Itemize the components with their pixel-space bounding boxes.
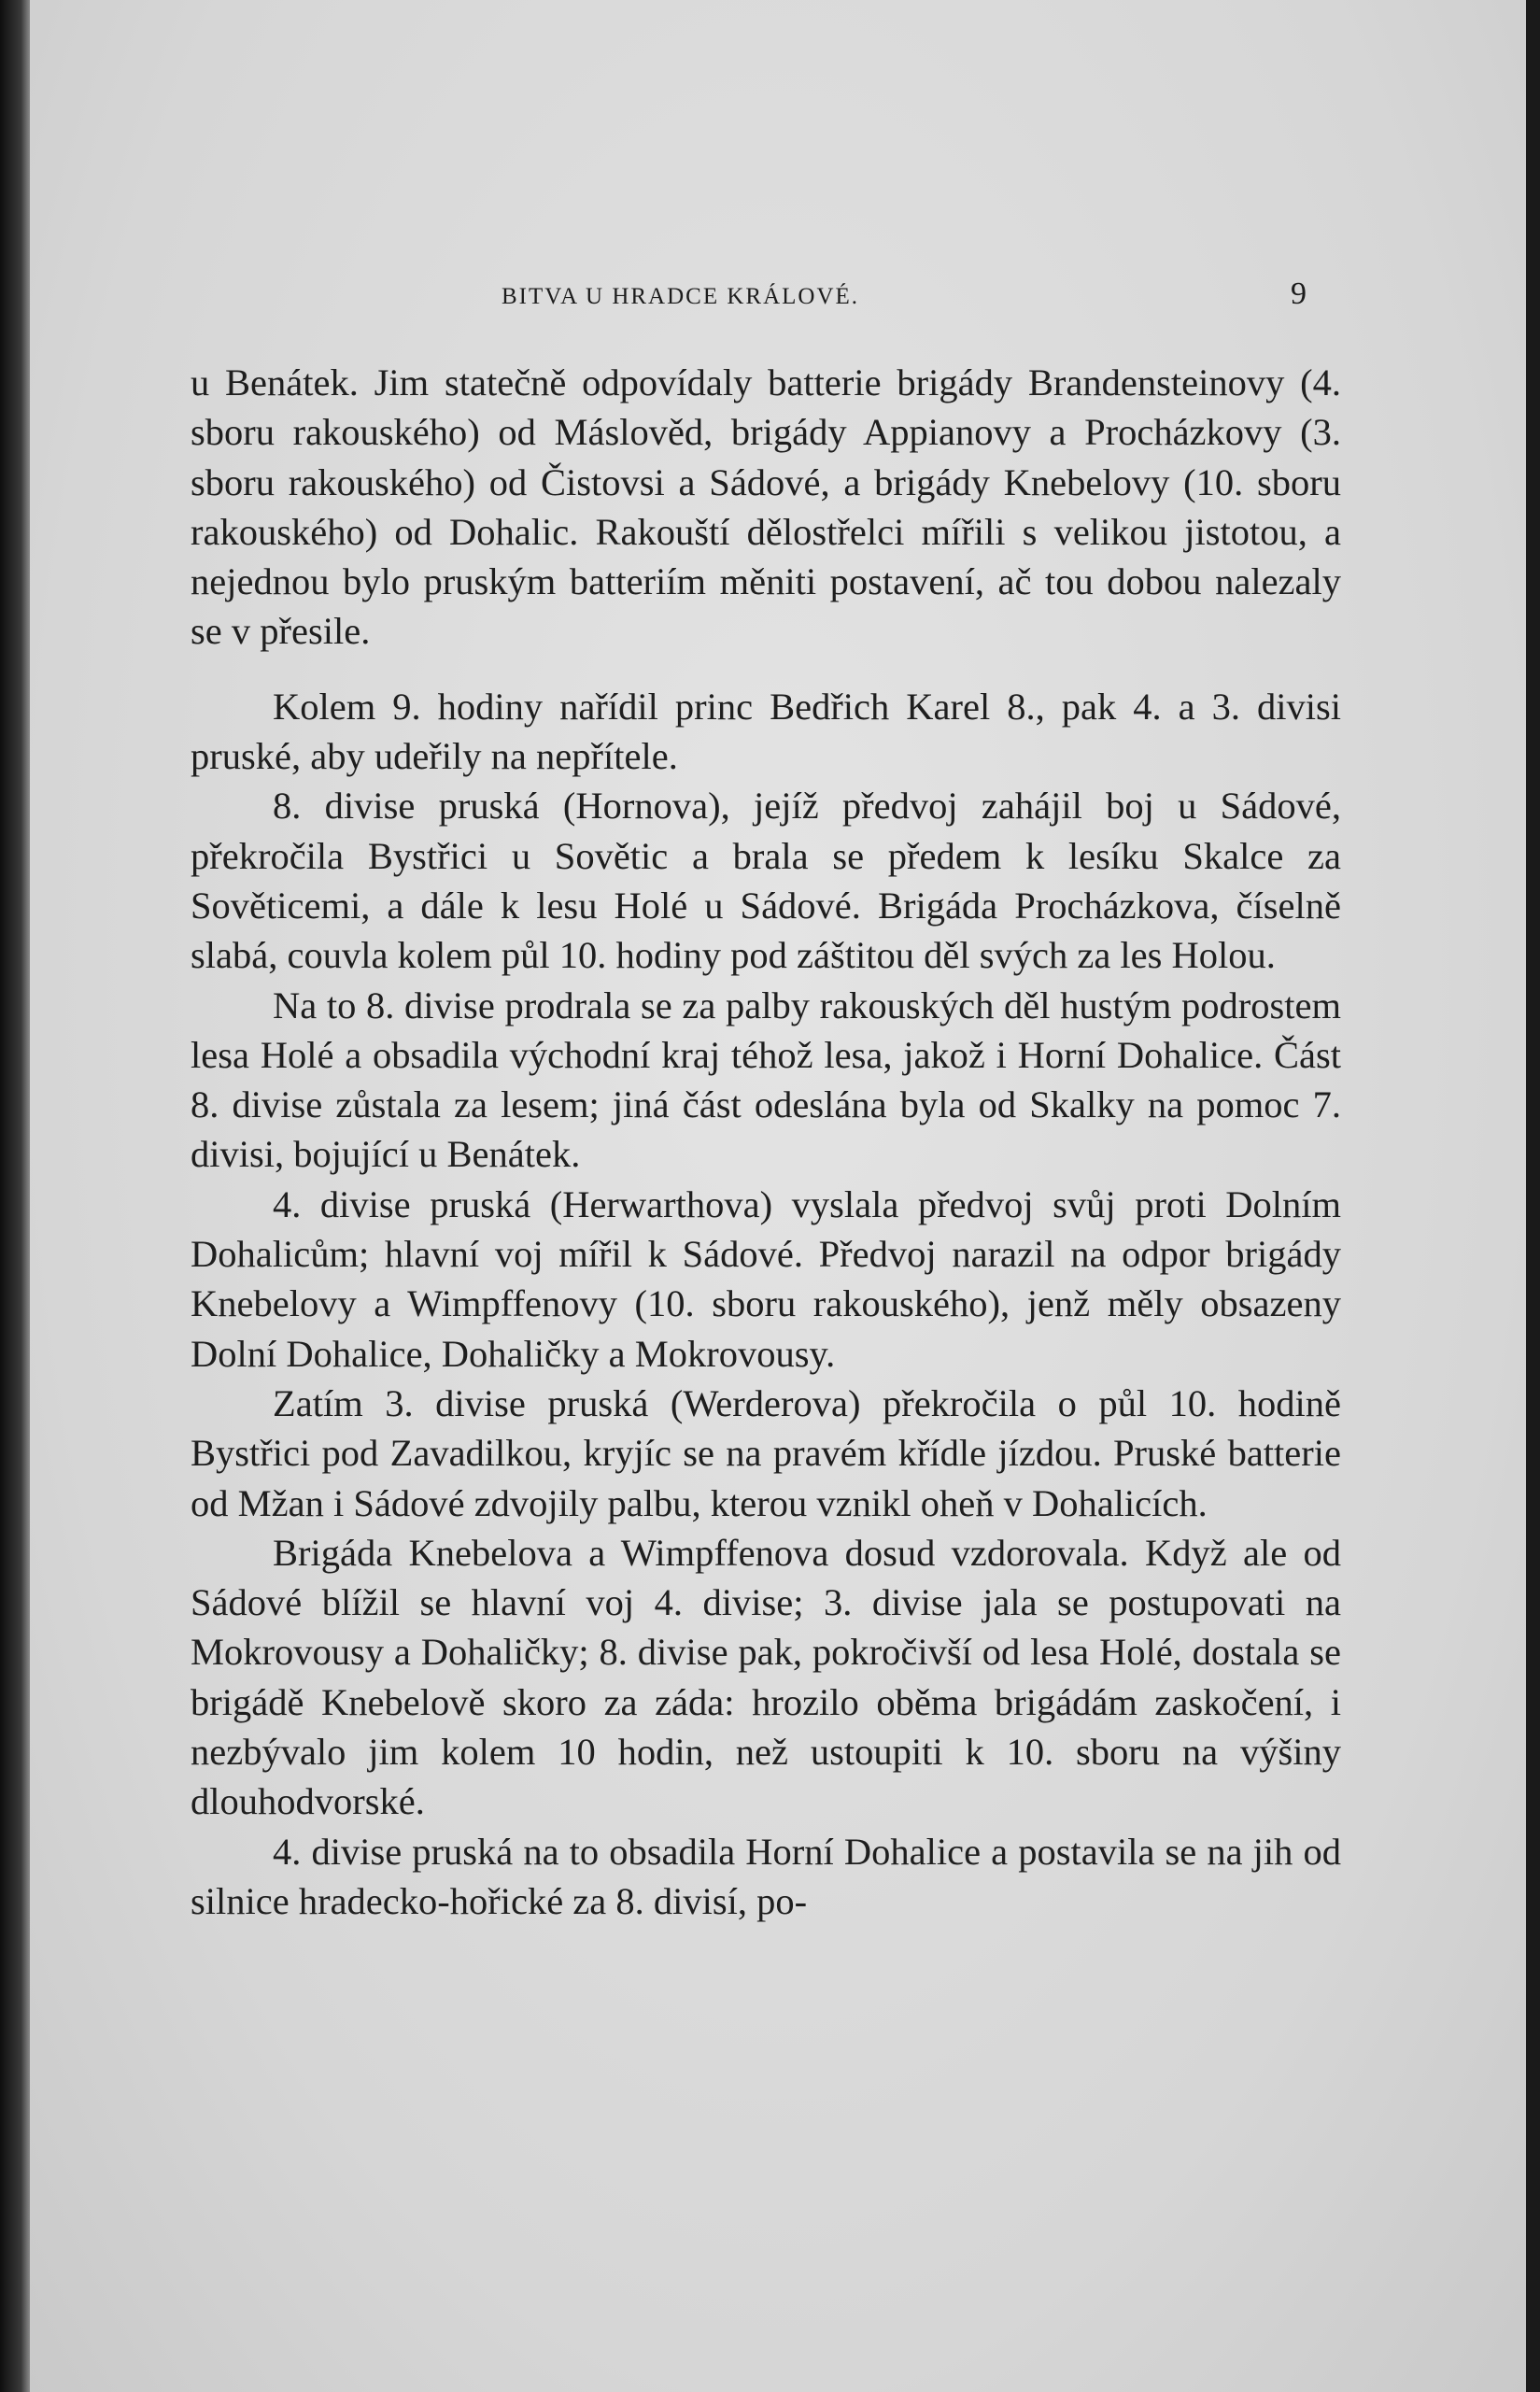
book-page: [30, 0, 1526, 2392]
page-number: 9: [1291, 276, 1307, 311]
paragraph-5: 4. divise pruská (Herwarthova) vyslala předvoj svůj proti Dolním Dohalicům; hlavní voj mířil k Sádové. Předvoj narazil na odpor brigády Knebelovy a Wimpffenovy (10. sboru rakouského), jenž měly obsazeny Dolní Dohalice, Dohaličky a Mokrovousy.: [191, 1182, 1341, 1375]
running-title: BITVA U HRADCE KRÁLOVÉ.: [502, 284, 860, 309]
paragraph-2: Kolem 9. hodiny nařídil princ Bedřich Karel 8., pak 4. a 3. divisi pruské, aby udeřily na nepřítele.: [191, 685, 1341, 778]
body-text: [191, 358, 1341, 1926]
paragraph-4: Na to 8. divise prodrala se za palby rakouských děl hustým podrostem lesa Holé a obsadila východní kraj téhož lesa, jakož i Horní Dohalice. Část 8. divise zůstala za lesem; jiná část odeslána byla od Skalky na pomoc 7. divisi, bojující u Benátek.: [191, 984, 1341, 1176]
paragraph-8: 4. divise pruská na to obsadila Horní Dohalice a postavila se na jih od silnice hradecko-hořické za 8. divisí, po-: [191, 1830, 1341, 1922]
running-head: [30, 276, 1526, 318]
scan-left-edge: [0, 0, 30, 2392]
paragraph-3: 8. divise pruská (Hornova), jejíž předvoj zahájil boj u Sádové, překročila Bystřici u Sovětic a brala se předem k lesíku Skalce za Sověticemi, a dále k lesu Holé u Sádové. Brigáda Procházkova, číselně slabá, couvla kolem půl 10. hodiny pod záštitou děl svých za les Holou.: [191, 785, 1341, 977]
paragraph-6: Zatím 3. divise pruská (Werderova) překročila o půl 10. hodině Bystřici pod Zavadilkou, kryjíc se na pravém křídle jízdou. Pruské batterie od Mžan i Sádové zdvojily palbu, kterou vznikl oheň v Dohalicích.: [191, 1381, 1341, 1524]
paragraph-1: u Benátek. Jim statečně odpovídaly batterie brigády Brandensteinovy (4. sboru rakouského) od Máslověd, brigády Appianovy a Procházkovy (3. sboru rakouského) od Čistovsi a Sádové, a brigády Knebelovy (10. sboru rakouského) od Dohalic. Rakouští dělostřelci mířili s velikou jistotou, a nejednou bylo pruským batteriím měniti postavení, ač tou dobou nalezaly se v přesile.: [191, 361, 1341, 653]
paragraph-7: Brigáda Knebelova a Wimpffenova dosud vzdorovala. Když ale od Sádové blížil se hlavní voj 4. divise; 3. divise jala se postupovati na Mokrovousy a Dohaličky; 8. divise pak, pokročivší od lesa Holé, dostala se brigádě Knebelově skoro za záda: hrozilo oběma brigádám zaskočení, i nezbývalo jim kolem 10 hodin, než ustoupiti k 10. sboru na výšiny dlouhodvorské.: [191, 1531, 1341, 1823]
